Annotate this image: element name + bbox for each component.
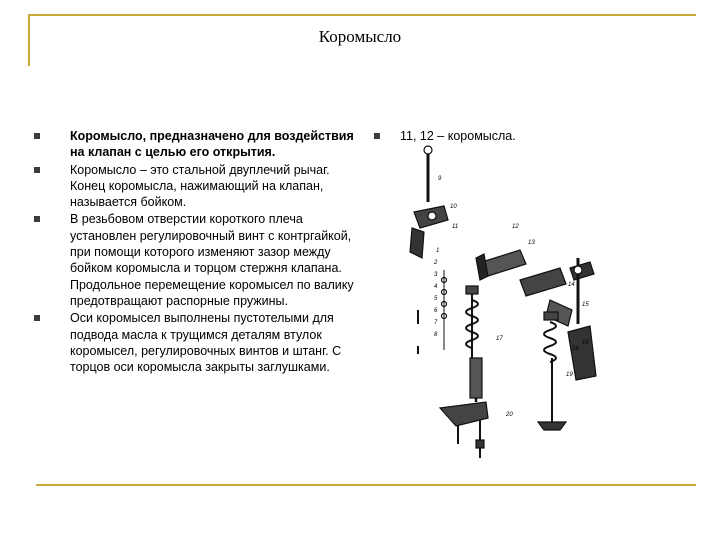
bullet-text: Коромысло – это стальной двуплечий рычаг. Конец коромысла, нажимающий на клапан, называется бойком. xyxy=(70,162,330,210)
slide-title: Коромысло xyxy=(318,27,402,46)
square-bullet-icon xyxy=(34,315,40,321)
diagram-label: 5 xyxy=(434,296,438,302)
diagram-label: 14 xyxy=(568,282,575,288)
diagram-label: 17 xyxy=(496,336,503,342)
bullet-text: В резьбовом отверстии короткого плеча установлен регулировочный винт с контргайкой, при помощи которого изменяют зазор между бойком коромысла и торцом стержня клапана. Продольное перемещение коромысел по валику предотвращают распорные пружины. xyxy=(70,212,354,308)
list-item xyxy=(30,128,360,161)
rocker-arm-assembly-diagram xyxy=(400,140,600,470)
diagram-label: 9 xyxy=(438,176,442,182)
list-item xyxy=(30,162,360,211)
list-item xyxy=(30,211,360,309)
diagram-label: 19 xyxy=(566,372,573,378)
diagram-label: 1 xyxy=(436,248,440,254)
diagram-label: 2 xyxy=(434,260,438,266)
diagram-label: 6 xyxy=(434,308,438,314)
left-bullet-list xyxy=(30,128,360,375)
frame-bottom-line xyxy=(36,484,696,486)
frame-top-line xyxy=(28,14,696,16)
diagram-label: 20 xyxy=(506,412,513,418)
square-bullet-icon xyxy=(34,133,40,139)
diagram-label: 15 xyxy=(582,302,589,308)
diagram-label: 7 xyxy=(434,320,438,326)
diagram-label: 8 xyxy=(434,332,438,338)
list-item xyxy=(30,310,360,375)
bullet-text: Оси коромысел выполнены пустотелыми для подвода масла к трущимся деталям втулок коромысел, регулировочных винтов и штанг. С торцов оси коромысла закрыты заглушками. xyxy=(70,311,342,375)
diagram-label: 13 xyxy=(528,240,535,246)
diagram-label: 18 xyxy=(572,346,579,352)
square-bullet-icon xyxy=(374,133,380,139)
square-bullet-icon xyxy=(34,216,40,222)
square-bullet-icon xyxy=(34,167,40,173)
diagram-label: 12 xyxy=(512,224,519,230)
bullet-text: Коромысло, предназначено для воздействия на клапан с целью его открытия. xyxy=(70,129,354,160)
bullet-text: 11, 12 – коромысла. xyxy=(400,129,516,143)
diagram-label: 4 xyxy=(434,284,438,290)
diagram-label: 11 xyxy=(452,224,459,230)
diagram-label: 16 xyxy=(582,340,589,346)
diagram-label: 10 xyxy=(450,204,457,210)
diagram-label: 3 xyxy=(434,272,438,278)
